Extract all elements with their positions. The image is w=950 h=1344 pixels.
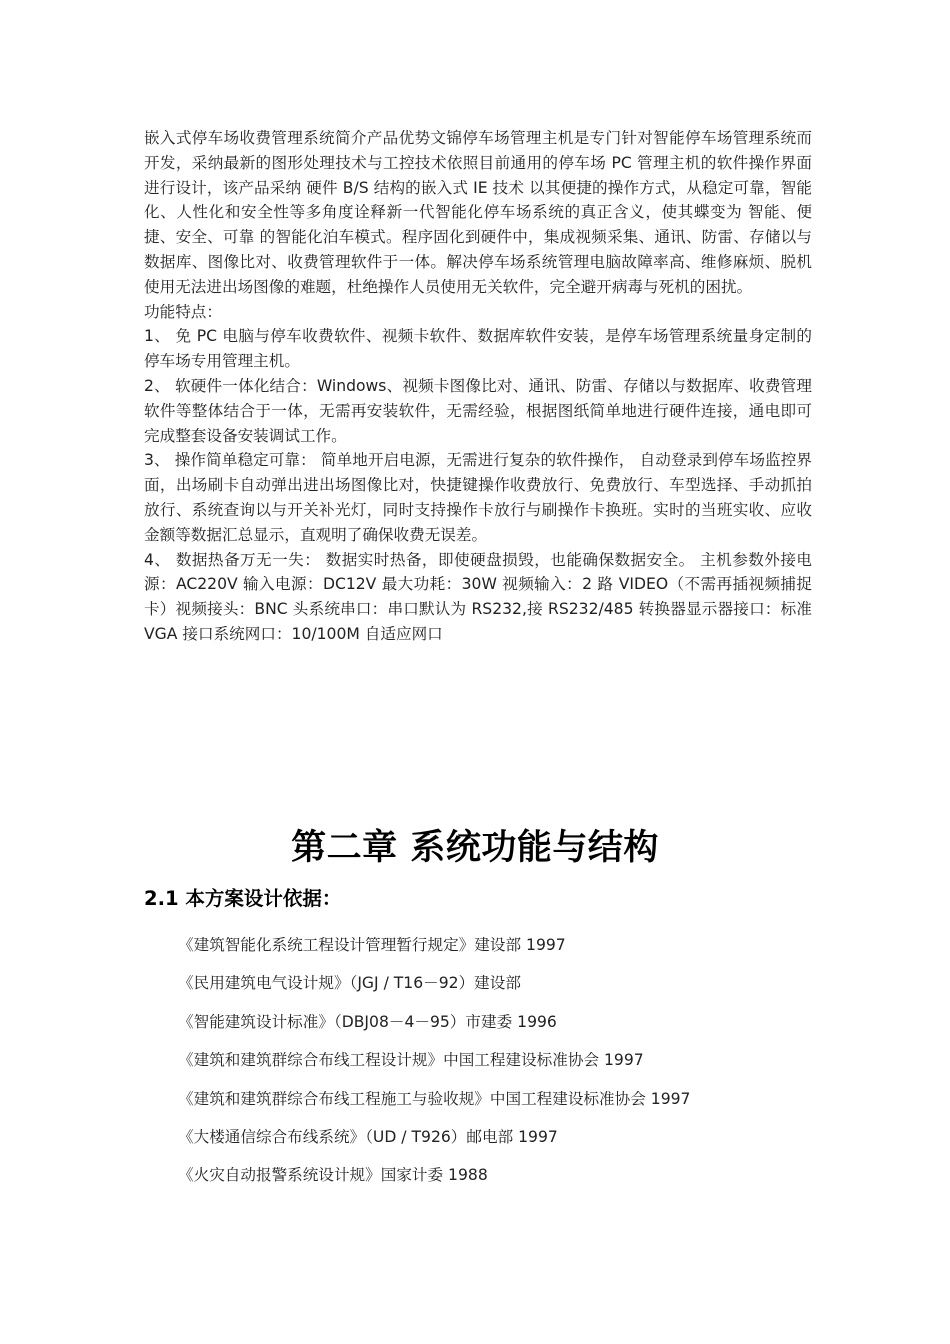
reference-item: 《火灾自动报警系统设计规》国家计委 1988 [178,1166,488,1185]
section-heading: 2.1 本方案设计依据： [144,887,342,910]
intro-text-block [144,126,812,647]
feature-item-2: 2、 软硬件一体化结合：Windows、视频卡图像比对、通讯、防雷、存储以与数据库、收费管理软件等整体结合于一体，无需再安装软件，无需经验，根据图纸简单地进行硬件连接，通电即可完成整套设备安装调试工作。 [144,376,812,445]
reference-item: 《大楼通信综合布线系统》（UD / T926）邮电部 1997 [178,1127,558,1146]
features-label: 功能特点： [144,302,222,321]
feature-item-4: 4、 数据热备万无一失： 数据实时热备，即使硬盘损毁，也能确保数据安全。 主机参数外接电源：AC220V 输入电源：DC12V 最大功耗：30W 视频输入：2 路 VIDEO（不需再插视频捕捉卡）视频接头：BNC 头系统串口：串口默认为 RS232,接 RS232/485 转换器显示器接口：标准 VGA 接口系统网口：10/100M 自适应网口 [144,550,812,643]
reference-item: 《智能建筑设计标准》（DBJ08－4－95）市建委 1996 [178,1012,557,1031]
reference-item: 《建筑和建筑群综合布线工程施工与验收规》中国工程建设标准协会 1997 [178,1089,691,1108]
chapter-title: 第二章 系统功能与结构 [291,828,659,868]
feature-item-3: 3、 操作简单稳定可靠： 简单地开启电源，无需进行复杂的软件操作， 自动登录到停车场监控界面，出场刷卡自动弹出进出场图像比对，快捷键操作收费放行、免费放行、车型选择、手动抓拍放行、系统查询以与开关补光灯，同时支持操作卡放行与刷操作卡换班。实时的当班实收、应收金额等数据汇总显示，直观明了确保收费无误差。 [144,451,812,544]
intro-paragraph: 嵌入式停车场收费管理系统简介产品优势文锦停车场管理主机是专门针对智能停车场管理系统而开发，采纳最新的图形处理技术与工控技术依照目前通用的停车场 PC 管理主机的软件操作界面进行设计，该产品采纳 硬件 B/S 结构的嵌入式 IE 技术 以其便捷的操作方式，从稳定可靠，智能化、人性化和安全性等多角度诠释新一代智能化停车场系统的真正含义，使其蝶变为 智能、便捷、安全、可靠 的智能化泊车模式。程序固化到硬件中，集成视频采集、通讯、防雷、存储以与数据库、图像比对、收费管理软件于一体。解决停车场系统管理电脑故障率高、维修麻烦、脱机使用无法进出场图像的难题，杜绝操作人员使用无关软件，完全避开病毒与死机的困扰。 [144,129,812,296]
feature-item-1: 1、 免 PC 电脑与停车收费软件、视频卡软件、数据库软件安装，是停车场管理系统量身定制的停车场专用管理主机。 [144,327,812,371]
reference-item: 《建筑智能化系统工程设计管理暂行规定》建设部 1997 [178,936,566,954]
reference-item: 《民用建筑电气设计规》（JGJ / T16－92）建设部 [178,974,521,993]
reference-item: 《建筑和建筑群综合布线工程设计规》中国工程建设标准协会 1997 [178,1051,644,1070]
reference-list [178,933,818,1202]
